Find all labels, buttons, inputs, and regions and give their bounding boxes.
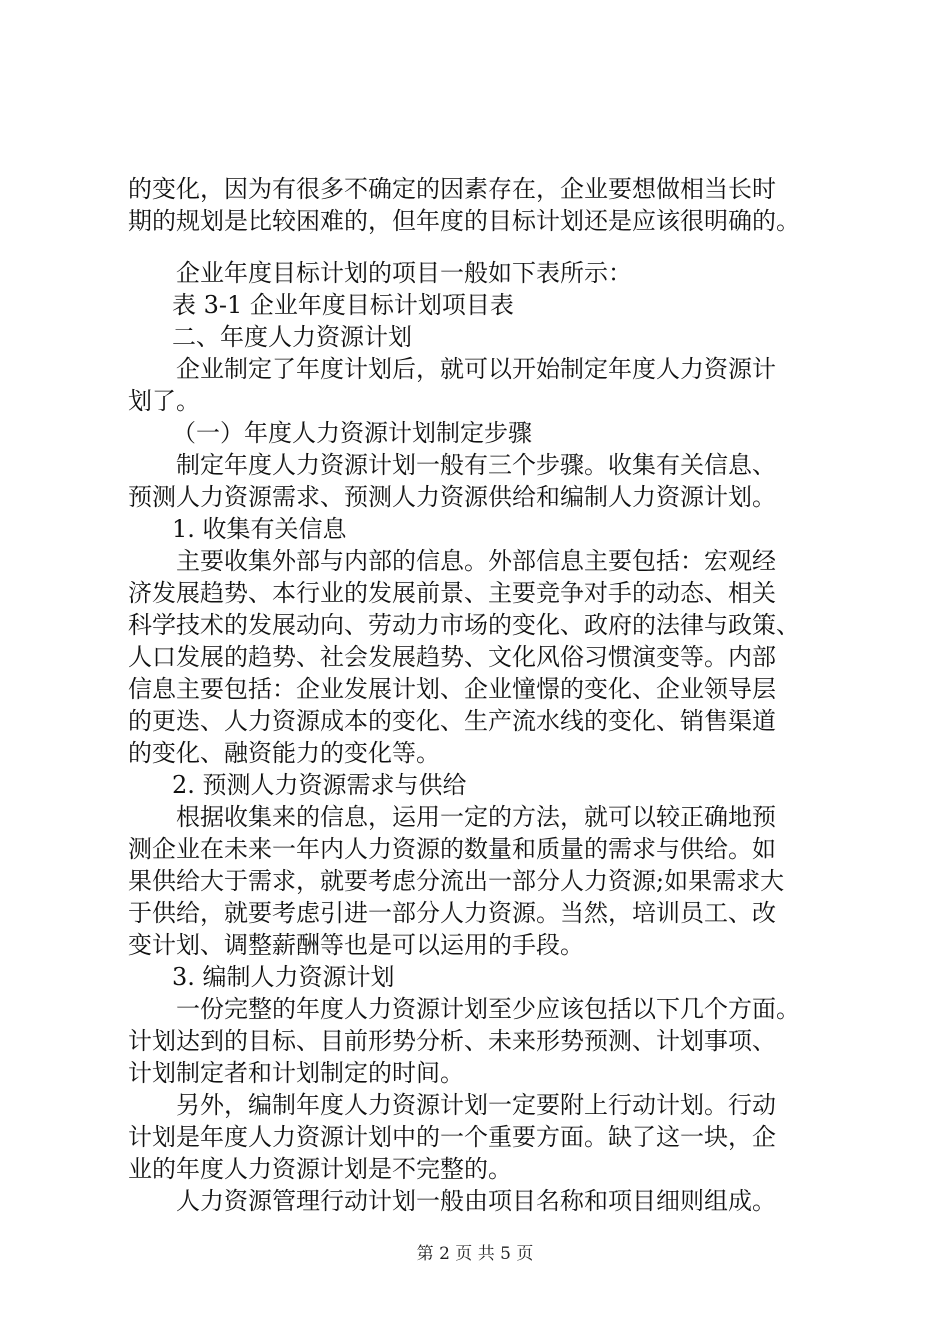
page-number-footer: 第 2 页 共 5 页 — [416, 1244, 534, 1264]
paragraph-gap — [128, 237, 840, 257]
text-line: 测企业在未来一年内人力资源的数量和质量的需求与供给。如 — [128, 835, 776, 863]
text-line: 期的规划是比较困难的，但年度的目标计划还是应该很明确的。 — [128, 207, 800, 235]
text-line: 一份完整的年度人力资源计划至少应该包括以下几个方面。 — [176, 995, 800, 1023]
text-line: 预测人力资源需求、预测人力资源供给和编制人力资源计划。 — [128, 483, 776, 511]
text-line: 另外，编制年度人力资源计划一定要附上行动计划。行动 — [176, 1091, 776, 1119]
text-line: 制定年度人力资源计划一般有三个步骤。收集有关信息、 — [176, 451, 776, 479]
text-line: 变计划、调整薪酬等也是可以运用的手段。 — [128, 931, 584, 959]
text-line: 科学技术的发展动向、劳动力市场的变化、政府的法律与政策、 — [128, 611, 800, 639]
subsection-heading: （一）年度人力资源计划制定步骤 — [172, 419, 532, 447]
step-heading: 2. 预测人力资源需求与供给 — [172, 771, 467, 799]
section-heading: 二、年度人力资源计划 — [172, 323, 412, 351]
text-line: 企业制定了年度计划后，就可以开始制定年度人力资源计 — [176, 355, 776, 383]
text-line: 果供给大于需求，就要考虑分流出一部分人力资源;如果需求大 — [128, 867, 785, 895]
text-line: 业的年度人力资源计划是不完整的。 — [128, 1155, 512, 1183]
text-line: 计划是年度人力资源计划中的一个重要方面。缺了这一块，企 — [128, 1123, 776, 1151]
text-line: 划了。 — [128, 387, 200, 415]
text-line: 人力资源管理行动计划一般由项目名称和项目细则组成。 — [176, 1187, 776, 1215]
step-heading: 1. 收集有关信息 — [172, 515, 347, 543]
text-line: 的更迭、人力资源成本的变化、生产流水线的变化、销售渠道 — [128, 707, 776, 735]
text-line: 济发展趋势、本行业的发展前景、主要竞争对手的动态、相关 — [128, 579, 776, 607]
text-line: 计划达到的目标、目前形势分析、未来形势预测、计划事项、 — [128, 1027, 776, 1055]
text-line: 企业年度目标计划的项目一般如下表所示： — [176, 259, 632, 287]
step-heading: 3. 编制人力资源计划 — [172, 963, 395, 991]
text-line: 主要收集外部与内部的信息。外部信息主要包括：宏观经 — [176, 547, 776, 575]
text-line: 信息主要包括：企业发展计划、企业憧憬的变化、企业领导层 — [128, 675, 776, 703]
document-body — [128, 173, 840, 1217]
table-caption: 表 3-1 企业年度目标计划项目表 — [172, 291, 514, 319]
text-line: 根据收集来的信息，运用一定的方法，就可以较正确地预 — [176, 803, 776, 831]
text-line: 人口发展的趋势、社会发展趋势、文化风俗习惯演变等。内部 — [128, 643, 776, 671]
text-line: 的变化、融资能力的变化等。 — [128, 739, 440, 767]
text-line: 于供给，就要考虑引进一部分人力资源。当然，培训员工、改 — [128, 899, 776, 927]
text-line: 的变化，因为有很多不确定的因素存在，企业要想做相当长时 — [128, 175, 776, 203]
text-line: 计划制定者和计划制定的时间。 — [128, 1059, 464, 1087]
